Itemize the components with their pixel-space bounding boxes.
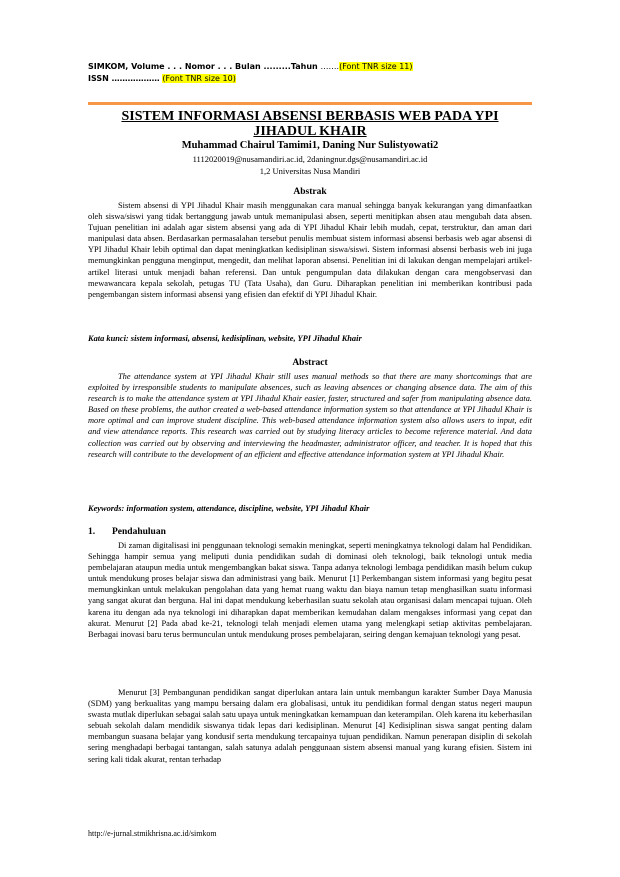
font-note-10: (Font TNR size 10) xyxy=(162,74,236,83)
abstrak-keywords: Kata kunci: sistem informasi, absensi, kedisiplinan, website, YPI Jihadul Khair xyxy=(88,334,362,343)
paper-title xyxy=(88,109,532,139)
affiliation: 1,2 Universitas Nusa Mandiri xyxy=(259,166,361,176)
font-note-11: (Font TNR size 11) xyxy=(339,62,413,71)
header-divider xyxy=(88,102,532,105)
abstract-body: The attendance system at YPI Jihadul Khair still uses manual methods so that there are many shortcomings that are exploited by irresponsible students to manipulate absences, such as leaving absences or changing absence data. The aim of this research is to make the attendance system at YPI Jihadul Khair easier, faster, structured and safer from manipulating absence data. Based on these problems, the author created a web-based attendance information system so that attendance at YPI Jihadul Khair is more optimal and can improve student discipline. This web-based attendance information system also allows users to input, edit and view attendance reports. This research was carried out by studying literacy articles to become reference material. And data collection was carried out by observing and interviewing the headmaster, administrator officer, and teacher. It is hoped that this research will contribute to the development of an efficient and effective attendance information system at YPI Jihadul Khair. xyxy=(88,372,532,459)
journal-volume-dots: ……. xyxy=(320,62,340,71)
intro-number: 1. xyxy=(88,527,96,537)
abstract-keywords: Keywords: information system, attendance, discipline, website, YPI Jihadul Khair xyxy=(88,504,370,513)
paper-title-line1: SISTEM INFORMASI ABSENSI BERBASIS WEB PADA YPI xyxy=(121,109,499,124)
intro-paragraph-2: Menurut [3] Pembangunan pendidikan sangat diperlukan antara lain untuk membangun karakter Sumber Daya Manusia (SDM) yang berkualitas yang mampu bersaing dalam era globalisasi, untuk itu pendidikan formal dengan status negeri maupun swasta mutlak diperlukan sebagai salah satu upaya untuk meningkatkan kemampuan dan keterampilan. Oleh karena itu keberhasilan sebuah sekolah dalam mendidik siswanya tidak lepas dari kedisiplinan. Menurut [4] Kedisiplinan siswa sangat penting dalam membangun suasana belajar yang kondusif serta mendukung tercapainya tujuan pendidikan. Namun penerapan disiplin di sekolah sering menghadapi berbagai tantangan, salah satunya adalah penggunaan sistem absensi manual yang kurang efisien. Sistem ini sering kali tidak akurat, rentan terhadap xyxy=(88,688,532,764)
journal-volume-line: SIMKOM, Volume . . . Nomor . . . Bulan .........Tahun xyxy=(88,62,321,71)
issn-line: ISSN ……………… xyxy=(88,74,163,83)
intro-heading xyxy=(88,527,166,537)
journal-header xyxy=(88,62,413,72)
abstrak-heading: Abstrak xyxy=(293,187,327,197)
issn-header xyxy=(88,74,236,84)
abstract-heading: Abstract xyxy=(292,358,328,368)
authors: Muhammad Chairul Tamimi1, Daning Nur Sulistyowati2 xyxy=(181,140,439,151)
footer-url[interactable]: http://e-jurnal.stmikhrisna.ac.id/simkom xyxy=(88,829,217,838)
abstrak-body: Sistem absensi di YPI Jihadul Khair masih menggunakan cara manual sehingga banyak kekurangan yang dimanfaatkan oleh siswa/siswi yang tidak bertanggung jawab untuk memanipulasi absen, seperti menitipkan absen atau mengubah data absen. Tujuan penelitian ini adalah agar sistem absensi yang ada di YPI Jihadul Khair lebih mudah, cepat, terstruktur, dan aman dari manipulasi data absen. Berdasarkan permasalahan tersebut penulis membuat sistem informasi absensi berbasis web agar absensi di YPI Jihadul Khair lebih optimal dan dapat meningkatkan kedisiplinan siswa/siswi. Sistem informasi absensi berbasis web ini juga memungkinkan pengguna menginput, mengedit, dan melihat laporan absensi. Penelitian ini di lakukan dengan mempelajari artikel-artikel literasi untuk menjadi bahan referensi. Dan untuk pengumpulan data dilakukan dengan cara mengobservasi dan mewawancara kepala sekolah, petugas TU (Tata Usaha), dan Guru. Diharapkan penelitian ini memberikan kontribusi pada pengembangan sistem informasi absensi yang efisien dan efektif di YPI Jihadul Khair. xyxy=(88,201,532,299)
paper-title-line2: JIHADUL KHAIR xyxy=(253,124,367,139)
author-emails: 1112020019@nusamandiri.ac.id, 2daningnur.dgs@nusamandiri.ac.id xyxy=(192,154,428,164)
intro-paragraph-1: Di zaman digitalisasi ini penggunaan teknologi semakin meningkat, seperti meningkatnya teknologi dalam hal Pendidikan. Sehingga hampir semua yang meliputi dunia pendidikan sudah di dominasi oleh teknologi, baik teknologi untuk media pembelajaran ataupun media untuk mengembangkan bakat siswa. Tanpa adanya teknologi lembaga pendidikan masih belum cukup untuk mendukung proses belajar siswa dan administrasi yang baik. Menurut [1] Perkembangan sistem informasi yang begitu pesat memungkinkan untuk melakukan pengolahan data yang hemat ruang waktu dan biaya namun tetap menghasilkan suatu informasi yang sangat akurat dan berguna. Hal ini dapat mendukung keberhasilan suatu sekolah atau organisasi dalam mencapai tujuan. Oleh karena itu dengan ada nya teknologi ini diharapkan dapat memberikan kemudahan dalam mengakses informasi yang cepat dan akurat. Menurut [2] Pada abad ke-21, teknologi telah menjadi elemen utama yang melengkapi setiap aktivitas pembelajaran. Berbagai inovasi baru terus bermunculan untuk mendukung proses pembelajaran, seiring dengan kemajuan teknologi yang pesat. xyxy=(88,541,532,639)
intro-title: Pendahuluan xyxy=(112,527,166,537)
